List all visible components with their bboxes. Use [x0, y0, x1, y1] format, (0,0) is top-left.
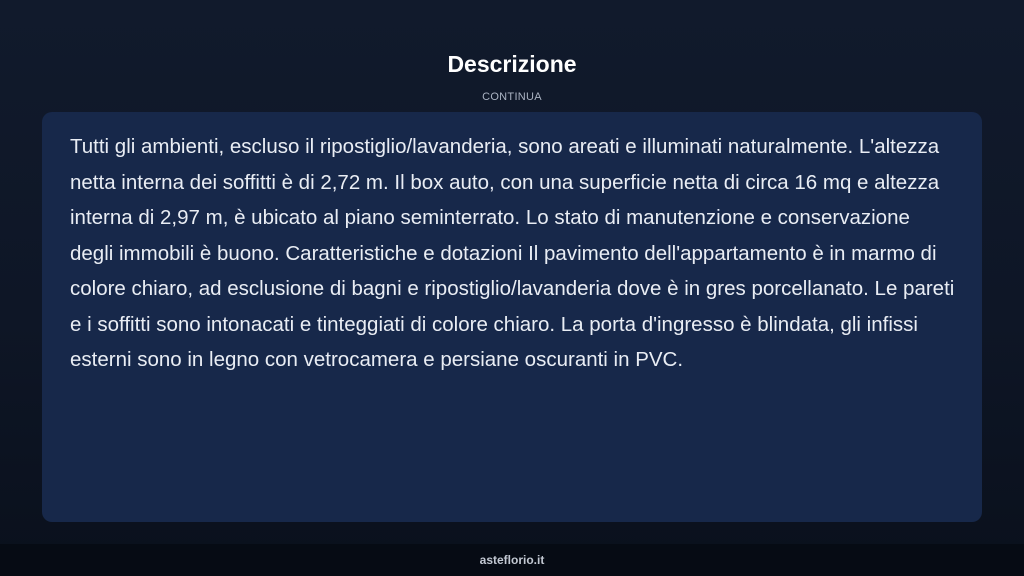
- continued-label: CONTINUA: [482, 91, 542, 103]
- footer-bar: [0, 544, 1024, 576]
- site-name: asteflorio.it: [479, 553, 545, 567]
- page-title: Descrizione: [447, 51, 577, 77]
- description-card: [42, 112, 982, 522]
- description-text: Tutti gli ambienti, escluso il ripostiglio/lavanderia, sono areati e illuminati naturalmente. L'altezza netta interna dei soffitti è di 2,72 m. Il box auto, con una superficie netta di circa 16 mq e altezza interna di 2,97 m, è ubicato al piano seminterrato. Lo stato di manutenzione e conservazione degli immobili è buono. Caratteristiche e dotazioni Il pavimento dell'appartamento è in marmo di colore chiaro, ad esclusione di bagni e ripostiglio/lavanderia dove è in gres porcellanato. Le pareti e i soffitti sono intonacati e tinteggiati di colore chiaro. La porta d'ingresso è blindata, gli infissi esterni sono in legno con vetrocamera e persiane oscuranti in PVC.: [70, 135, 955, 371]
